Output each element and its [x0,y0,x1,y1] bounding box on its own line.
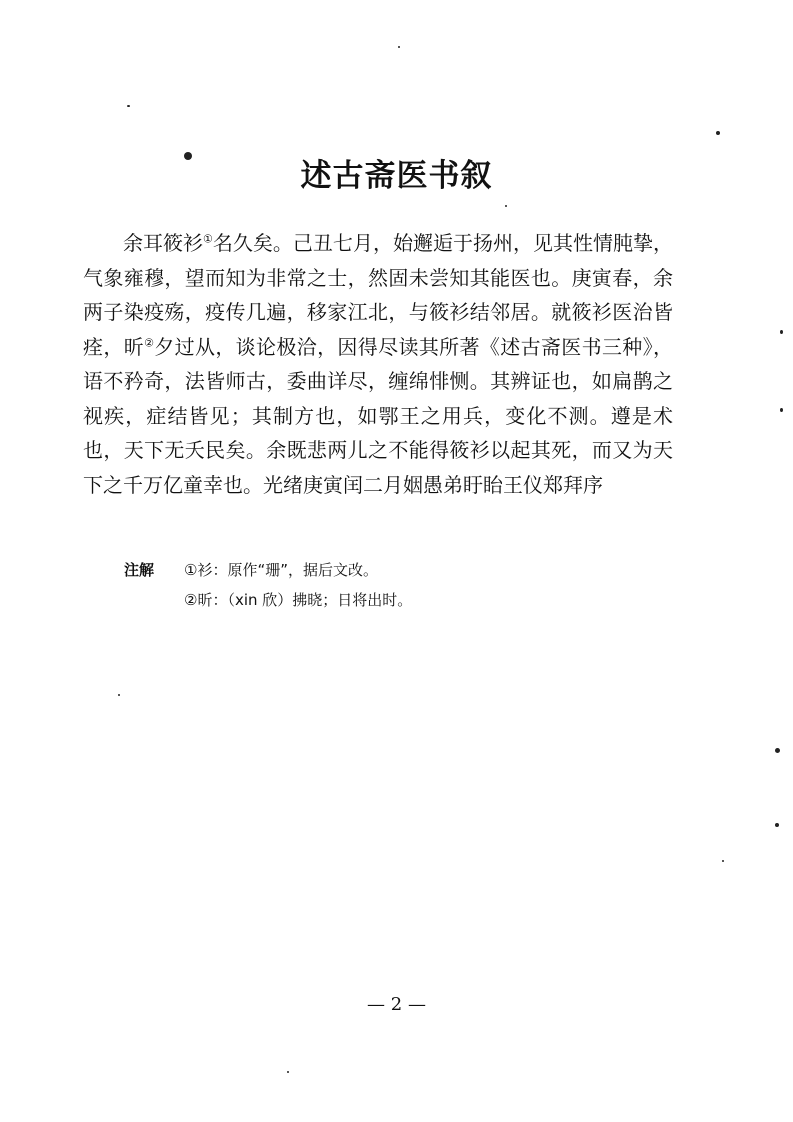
annotation-line [124,555,684,585]
annotation-label: 注解 [124,561,155,579]
scan-speck [775,823,779,827]
scan-speck [184,152,192,160]
footnote-ref-1: ① [203,232,213,246]
annotation-line [124,585,684,615]
scan-speck [287,1071,289,1073]
paragraph-text-part1: 余耳筱衫 [123,231,204,255]
scan-speck [775,748,780,753]
page-number: — 2 — [367,994,426,1015]
scan-speck [716,131,720,135]
scan-speck [722,860,724,862]
annotations [124,555,684,615]
scan-speck [398,46,400,48]
annotation-item-1: ①衫：原作“珊”，据后文改。 [184,561,378,579]
scan-speck [780,408,783,412]
scan-speck [118,694,120,696]
paragraph-text-part3: 夕过从，谈论极洽，因得尽读其所著《述古斋医书三种》，语不矜奇，法皆师古，委曲详尽，缠绵悱恻。其辨证也，如扁鹊之视疾，症结皆见；其制方也，如鄂王之用兵，变化不测。遵是术也，天下无夭民矣。余既悲两儿之不能得筱衫以起其死，而又为天下之千万亿童幸也。光绪庚寅闰二月姻愚弟盱眙王仪郑拜序 [83,334,674,497]
scan-speck [505,205,507,207]
scan-speck [127,105,130,107]
annotation-item-2: ②昕：（xin 欣）拂晓；日将出时。 [184,591,413,609]
footnote-ref-2: ② [144,335,155,349]
paragraph-text-part2: 名久矣。己丑七月，始邂逅于扬州，见其性情肫挚，气象雍穆，望而知为非常之士，然固未尝知其能医也。庚寅春，余两子染疫殇，疫传几遍，移家江北，与筱衫结邻居。就筱衫医治皆痊，昕 [83,231,674,359]
preface-paragraph [83,226,673,502]
document-title: 述古斋医书叙 [300,158,493,194]
scan-speck [780,330,783,334]
